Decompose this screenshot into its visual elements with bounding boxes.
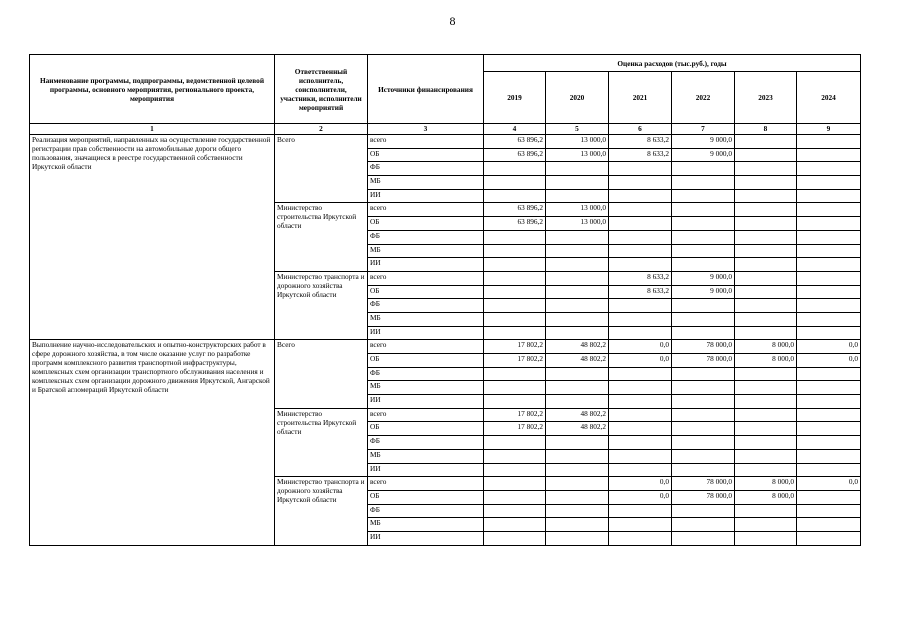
value-cell-2024	[797, 230, 861, 244]
funding-source-cell: ИИ	[368, 395, 484, 409]
value-cell-2022	[672, 244, 735, 258]
value-cell-2024	[797, 381, 861, 395]
value-cell-2022: 9 000,0	[672, 285, 735, 299]
responsible-cell: Всего	[275, 135, 368, 203]
value-cell-2023	[735, 162, 797, 176]
value-cell-2021: 0,0	[609, 477, 672, 491]
value-cell-2020	[546, 230, 609, 244]
value-cell-2023	[735, 148, 797, 162]
value-cell-2019	[484, 490, 546, 504]
header-year: 2022	[672, 72, 735, 124]
header-name: Наименование программы, подпрограммы, ведомственной целевой программы, основного мероприятия, регионального проекта, мероприятия	[30, 55, 275, 124]
funding-source-cell: ОБ	[368, 490, 484, 504]
value-cell-2022	[672, 381, 735, 395]
value-cell-2019	[484, 299, 546, 313]
value-cell-2022	[672, 217, 735, 231]
value-cell-2023	[735, 326, 797, 340]
value-cell-2024	[797, 285, 861, 299]
value-cell-2021: 8 633,2	[609, 148, 672, 162]
funding-source-cell: ФБ	[368, 367, 484, 381]
value-cell-2019: 17 802,2	[484, 422, 546, 436]
value-cell-2020	[546, 367, 609, 381]
funding-source-cell: МБ	[368, 381, 484, 395]
value-cell-2020: 48 802,2	[546, 354, 609, 368]
value-cell-2024	[797, 176, 861, 190]
measure-name-cell: Реализация мероприятий, направленных на осуществление государственной регистрации прав собственности на автомобильные дороги общего пользования, значащиеся в реестре государственной собственности Иркутской области	[30, 135, 275, 340]
value-cell-2021	[609, 217, 672, 231]
responsible-cell: Министерство строительства Иркутской области	[275, 408, 368, 476]
value-cell-2024	[797, 531, 861, 545]
value-cell-2019: 63 896,2	[484, 148, 546, 162]
value-cell-2019	[484, 312, 546, 326]
value-cell-2021	[609, 518, 672, 532]
value-cell-2022	[672, 504, 735, 518]
value-cell-2024	[797, 258, 861, 272]
header-year: 2021	[609, 72, 672, 124]
funding-source-cell: МБ	[368, 244, 484, 258]
value-cell-2024	[797, 436, 861, 450]
funding-source-cell: всего	[368, 477, 484, 491]
page-number: 8	[449, 14, 456, 28]
funding-source-cell: ФБ	[368, 299, 484, 313]
column-number: 9	[797, 124, 861, 135]
header-year: 2023	[735, 72, 797, 124]
value-cell-2019	[484, 258, 546, 272]
value-cell-2022: 78 000,0	[672, 477, 735, 491]
value-cell-2021	[609, 244, 672, 258]
funding-source-cell: всего	[368, 271, 484, 285]
value-cell-2023	[735, 312, 797, 326]
value-cell-2024: 0,0	[797, 477, 861, 491]
value-cell-2024	[797, 408, 861, 422]
value-cell-2020	[546, 395, 609, 409]
value-cell-2020	[546, 449, 609, 463]
value-cell-2024	[797, 326, 861, 340]
value-cell-2023	[735, 449, 797, 463]
value-cell-2021: 0,0	[609, 340, 672, 354]
value-cell-2019: 63 896,2	[484, 203, 546, 217]
value-cell-2024	[797, 299, 861, 313]
value-cell-2019: 17 802,2	[484, 340, 546, 354]
value-cell-2020: 13 000,0	[546, 217, 609, 231]
table-row	[30, 340, 861, 354]
column-number: 1	[30, 124, 275, 135]
value-cell-2021	[609, 531, 672, 545]
value-cell-2024	[797, 271, 861, 285]
value-cell-2022	[672, 367, 735, 381]
value-cell-2019: 63 896,2	[484, 135, 546, 149]
funding-source-cell: ОБ	[368, 422, 484, 436]
funding-source-cell: ИИ	[368, 463, 484, 477]
value-cell-2024	[797, 463, 861, 477]
funding-source-cell: всего	[368, 203, 484, 217]
value-cell-2019	[484, 367, 546, 381]
value-cell-2020: 48 802,2	[546, 408, 609, 422]
value-cell-2023	[735, 189, 797, 203]
value-cell-2023	[735, 271, 797, 285]
value-cell-2019	[484, 189, 546, 203]
value-cell-2019	[484, 244, 546, 258]
value-cell-2021	[609, 449, 672, 463]
funding-source-cell: МБ	[368, 176, 484, 190]
value-cell-2019	[484, 436, 546, 450]
funding-source-cell: ИИ	[368, 189, 484, 203]
value-cell-2020: 48 802,2	[546, 340, 609, 354]
value-cell-2020	[546, 299, 609, 313]
value-cell-2023	[735, 381, 797, 395]
column-number: 7	[672, 124, 735, 135]
column-number: 3	[368, 124, 484, 135]
value-cell-2020	[546, 436, 609, 450]
value-cell-2023	[735, 285, 797, 299]
funding-source-cell: всего	[368, 340, 484, 354]
responsible-cell: Министерство транспорта и дорожного хозяйства Иркутской области	[275, 271, 368, 339]
responsible-cell: Министерство строительства Иркутской области	[275, 203, 368, 271]
value-cell-2019	[484, 285, 546, 299]
value-cell-2024	[797, 203, 861, 217]
value-cell-2020	[546, 504, 609, 518]
value-cell-2023: 8 000,0	[735, 354, 797, 368]
value-cell-2023	[735, 504, 797, 518]
value-cell-2022	[672, 422, 735, 436]
value-cell-2022: 9 000,0	[672, 271, 735, 285]
value-cell-2021	[609, 367, 672, 381]
value-cell-2024	[797, 244, 861, 258]
value-cell-2023: 8 000,0	[735, 477, 797, 491]
value-cell-2019	[484, 477, 546, 491]
value-cell-2024	[797, 217, 861, 231]
value-cell-2019	[484, 504, 546, 518]
value-cell-2022: 78 000,0	[672, 340, 735, 354]
value-cell-2021	[609, 408, 672, 422]
value-cell-2022	[672, 395, 735, 409]
value-cell-2020	[546, 477, 609, 491]
value-cell-2022	[672, 436, 735, 450]
value-cell-2022: 78 000,0	[672, 354, 735, 368]
header-year: 2019	[484, 72, 546, 124]
value-cell-2019	[484, 449, 546, 463]
value-cell-2021	[609, 463, 672, 477]
value-cell-2023	[735, 230, 797, 244]
value-cell-2021	[609, 312, 672, 326]
value-cell-2022	[672, 299, 735, 313]
value-cell-2021	[609, 162, 672, 176]
value-cell-2021	[609, 395, 672, 409]
value-cell-2019	[484, 162, 546, 176]
value-cell-2019	[484, 518, 546, 532]
value-cell-2021	[609, 230, 672, 244]
value-cell-2021	[609, 436, 672, 450]
value-cell-2023	[735, 203, 797, 217]
value-cell-2019: 63 896,2	[484, 217, 546, 231]
value-cell-2022: 78 000,0	[672, 490, 735, 504]
value-cell-2020: 13 000,0	[546, 203, 609, 217]
value-cell-2023	[735, 531, 797, 545]
value-cell-2021	[609, 422, 672, 436]
column-number: 5	[546, 124, 609, 135]
value-cell-2020	[546, 381, 609, 395]
funding-source-cell: ОБ	[368, 285, 484, 299]
value-cell-2023	[735, 436, 797, 450]
value-cell-2023	[735, 518, 797, 532]
value-cell-2021: 8 633,2	[609, 285, 672, 299]
value-cell-2020	[546, 326, 609, 340]
header-estimate: Оценка расходов (тыс.руб.), годы	[484, 55, 861, 72]
column-number: 8	[735, 124, 797, 135]
value-cell-2019	[484, 463, 546, 477]
value-cell-2019	[484, 381, 546, 395]
value-cell-2024	[797, 490, 861, 504]
value-cell-2021: 0,0	[609, 490, 672, 504]
value-cell-2022	[672, 189, 735, 203]
value-cell-2023	[735, 258, 797, 272]
value-cell-2024	[797, 312, 861, 326]
value-cell-2020: 13 000,0	[546, 148, 609, 162]
value-cell-2019	[484, 271, 546, 285]
value-cell-2021	[609, 299, 672, 313]
funding-source-cell: ФБ	[368, 436, 484, 450]
responsible-cell: Всего	[275, 340, 368, 408]
responsible-cell: Министерство транспорта и дорожного хозяйства Иркутской области	[275, 477, 368, 545]
funding-source-cell: МБ	[368, 449, 484, 463]
funding-source-cell: ОБ	[368, 354, 484, 368]
value-cell-2022: 9 000,0	[672, 135, 735, 149]
value-cell-2022	[672, 162, 735, 176]
funding-source-cell: ИИ	[368, 326, 484, 340]
value-cell-2022	[672, 463, 735, 477]
value-cell-2021	[609, 326, 672, 340]
value-cell-2021	[609, 504, 672, 518]
value-cell-2020	[546, 176, 609, 190]
table-body	[30, 135, 861, 546]
funding-source-cell: всего	[368, 408, 484, 422]
value-cell-2024	[797, 189, 861, 203]
value-cell-2019: 17 802,2	[484, 354, 546, 368]
column-number: 4	[484, 124, 546, 135]
value-cell-2020	[546, 285, 609, 299]
table-row	[30, 135, 861, 149]
value-cell-2024: 0,0	[797, 340, 861, 354]
value-cell-2020: 48 802,2	[546, 422, 609, 436]
value-cell-2019	[484, 531, 546, 545]
value-cell-2023	[735, 299, 797, 313]
value-cell-2023	[735, 176, 797, 190]
value-cell-2022	[672, 408, 735, 422]
value-cell-2021	[609, 176, 672, 190]
value-cell-2019: 17 802,2	[484, 408, 546, 422]
value-cell-2021: 8 633,2	[609, 135, 672, 149]
value-cell-2022	[672, 518, 735, 532]
header-responsible: Ответственный исполнитель, соисполнители, участники, исполнители мероприятий	[275, 55, 368, 124]
funding-source-cell: МБ	[368, 312, 484, 326]
value-cell-2023	[735, 463, 797, 477]
value-cell-2023	[735, 244, 797, 258]
value-cell-2023	[735, 217, 797, 231]
funding-source-cell: ФБ	[368, 162, 484, 176]
value-cell-2024	[797, 395, 861, 409]
budget-table	[29, 54, 861, 546]
value-cell-2023: 8 000,0	[735, 490, 797, 504]
funding-source-cell: всего	[368, 135, 484, 149]
column-number: 6	[609, 124, 672, 135]
value-cell-2024	[797, 449, 861, 463]
value-cell-2020	[546, 271, 609, 285]
value-cell-2019	[484, 176, 546, 190]
value-cell-2020	[546, 189, 609, 203]
value-cell-2020	[546, 312, 609, 326]
header-source: Источники финансирования	[368, 55, 484, 124]
header-year: 2020	[546, 72, 609, 124]
funding-source-cell: ИИ	[368, 258, 484, 272]
value-cell-2024	[797, 135, 861, 149]
value-cell-2024	[797, 504, 861, 518]
funding-source-cell: МБ	[368, 518, 484, 532]
funding-source-cell: ФБ	[368, 504, 484, 518]
value-cell-2024	[797, 148, 861, 162]
value-cell-2022	[672, 531, 735, 545]
value-cell-2019	[484, 326, 546, 340]
value-cell-2020	[546, 463, 609, 477]
funding-source-cell: ОБ	[368, 217, 484, 231]
header-year: 2024	[797, 72, 861, 124]
value-cell-2019	[484, 395, 546, 409]
value-cell-2020	[546, 162, 609, 176]
column-number: 2	[275, 124, 368, 135]
measure-name-cell: Выполнение научно-исследовательских и опытно-конструкторских работ в сфере дорожного хозяйства, в том числе оказание услуг по разработке программ комплексного развития транспортной инфраструктуры, комплексных схем организации транспортного обслуживания населения и комплексных схем организации дорожного движения Иркутской, Ангарской и Братской агломераций Иркутской области	[30, 340, 275, 545]
value-cell-2021: 8 633,2	[609, 271, 672, 285]
value-cell-2021	[609, 258, 672, 272]
value-cell-2024	[797, 367, 861, 381]
value-cell-2022	[672, 176, 735, 190]
value-cell-2021	[609, 189, 672, 203]
value-cell-2023: 8 000,0	[735, 340, 797, 354]
value-cell-2022	[672, 449, 735, 463]
value-cell-2020	[546, 518, 609, 532]
value-cell-2024	[797, 518, 861, 532]
value-cell-2021: 0,0	[609, 354, 672, 368]
value-cell-2022	[672, 326, 735, 340]
value-cell-2021	[609, 203, 672, 217]
funding-source-cell: ИИ	[368, 531, 484, 545]
value-cell-2022	[672, 258, 735, 272]
value-cell-2022	[672, 230, 735, 244]
value-cell-2022	[672, 312, 735, 326]
value-cell-2020	[546, 244, 609, 258]
value-cell-2023	[735, 395, 797, 409]
value-cell-2022: 9 000,0	[672, 148, 735, 162]
value-cell-2022	[672, 203, 735, 217]
value-cell-2020	[546, 258, 609, 272]
value-cell-2023	[735, 408, 797, 422]
value-cell-2020: 13 000,0	[546, 135, 609, 149]
value-cell-2020	[546, 490, 609, 504]
value-cell-2024	[797, 162, 861, 176]
value-cell-2021	[609, 381, 672, 395]
value-cell-2024	[797, 422, 861, 436]
value-cell-2020	[546, 531, 609, 545]
funding-source-cell: ОБ	[368, 148, 484, 162]
value-cell-2023	[735, 135, 797, 149]
value-cell-2019	[484, 230, 546, 244]
value-cell-2024: 0,0	[797, 354, 861, 368]
value-cell-2023	[735, 367, 797, 381]
value-cell-2023	[735, 422, 797, 436]
funding-source-cell: ФБ	[368, 230, 484, 244]
